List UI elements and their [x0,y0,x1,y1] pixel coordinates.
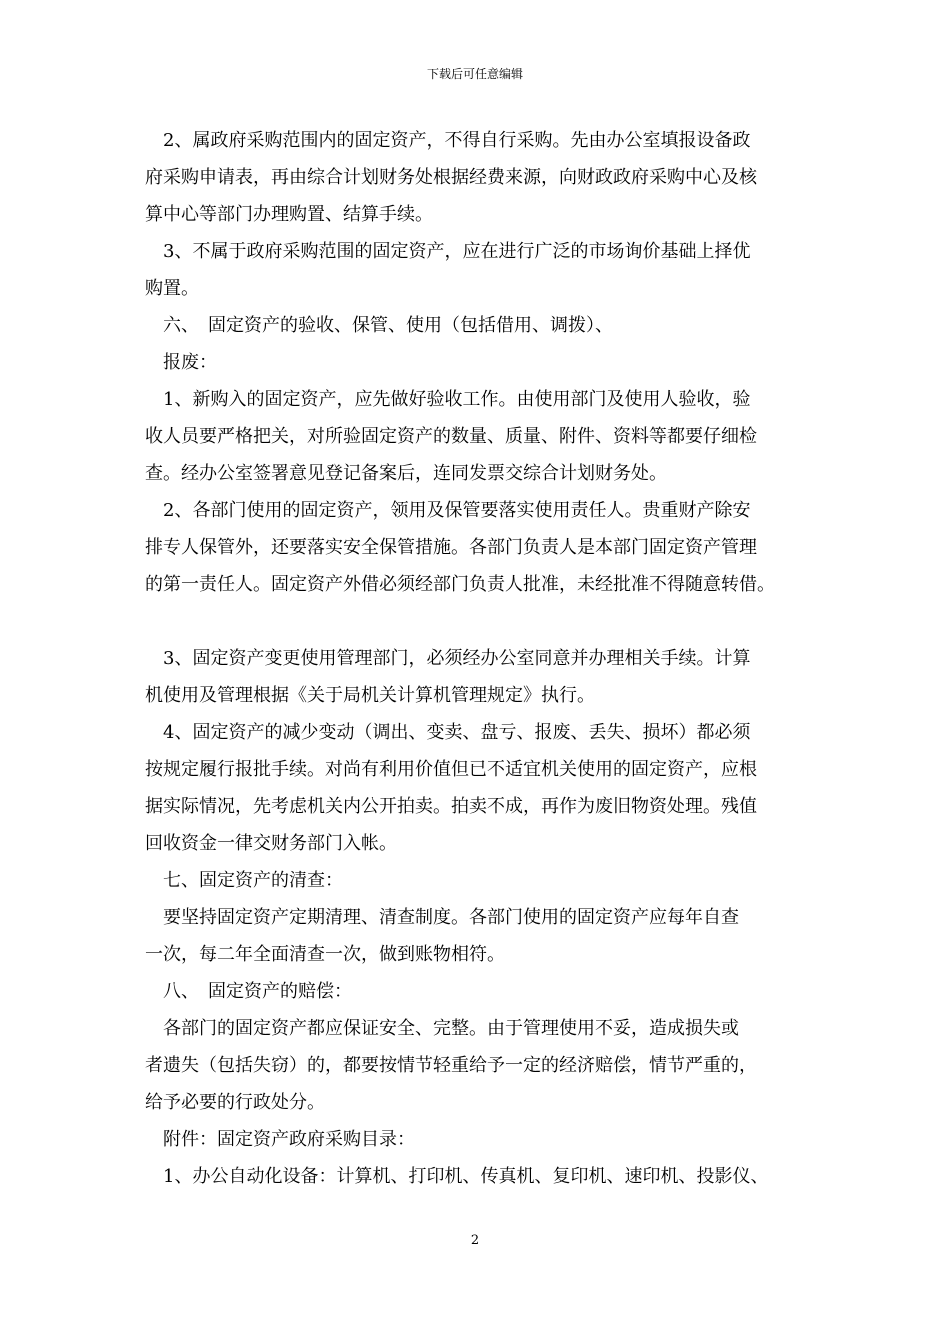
text-line: 各部门的固定资产都应保证安全、完整。由于管理使用不妥，造成损失或 [145,1018,739,1039]
text-line: 2、各部门使用的固定资产，领用及保管要落实使用责任人。贵重财产除安 [145,500,751,521]
section-heading: 八、 固定资产的赔偿： [145,981,352,1002]
text-line: 查。经办公室签署意见登记备案后，连同发票交综合计划财务处。 [145,463,667,484]
text-line: 1、新购入的固定资产，应先做好验收工作。由使用部门及使用人验收，验 [145,389,751,410]
text-line: 要坚持固定资产定期清理、清查制度。各部门使用的固定资产应每年自查 [145,907,739,928]
blank-line [145,603,825,640]
text-line: 给予必要的行政处分。 [145,1092,325,1113]
text-line: 按规定履行报批手续。对尚有利用价值但已不适宜机关使用的固定资产，应根 [145,759,757,780]
text-line: 的第一责任人。固定资产外借必须经部门负责人批准，未经批准不得随意转借。 [145,574,775,595]
text-line: 一次，每二年全面清查一次，做到账物相符。 [145,944,505,965]
text-line: 者遗失（包括失窃）的，都要按情节轻重给予一定的经济赔偿，情节严重的， [145,1055,757,1076]
text-line: 回收资金一律交财务部门入帐。 [145,833,397,854]
text-line: 据实际情况，先考虑机关内公开拍卖。拍卖不成，再作为废旧物资处理。残值 [145,796,757,817]
page-header: 下载后可任意编辑 [426,67,523,81]
text-line: 1、办公自动化设备：计算机、打印机、传真机、复印机、速印机、投影仪、 [145,1166,769,1187]
text-line: 附件：固定资产政府采购目录： [145,1129,415,1150]
text-line: 算中心等部门办理购置、结算手续。 [145,204,433,225]
text-line: 机使用及管理根据《关于局机关计算机管理规定》执行。 [145,685,595,706]
text-line: 3、固定资产变更使用管理部门，必须经办公室同意并办理相关手续。计算 [145,648,751,669]
section-heading: 六、 固定资产的验收、保管、使用（包括借用、调拨）、 [145,315,613,336]
text-line: 4、固定资产的减少变动（调出、变卖、盘亏、报废、丢失、损坏）都必须 [145,722,751,743]
text-line: 购置。 [145,278,199,299]
text-line: 收人员要严格把关，对所验固定资产的数量、质量、附件、资料等都要仔细检 [145,426,757,447]
text-line: 2、属政府采购范围内的固定资产，不得自行采购。先由办公室填报设备政 [145,130,751,151]
section-heading: 报废： [145,352,217,373]
text-line: 府采购申请表，再由综合计划财务处根据经费来源，向财政政府采购中心及核 [145,167,757,188]
page-number: 2 [470,1233,480,1248]
text-line: 排专人保管外，还要落实安全保管措施。各部门负责人是本部门固定资产管理 [145,537,757,558]
text-line: 3、不属于政府采购范围的固定资产，应在进行广泛的市场询价基础上择优 [145,241,751,262]
section-heading: 七、固定资产的清查： [145,870,343,891]
document-body [145,122,825,1195]
